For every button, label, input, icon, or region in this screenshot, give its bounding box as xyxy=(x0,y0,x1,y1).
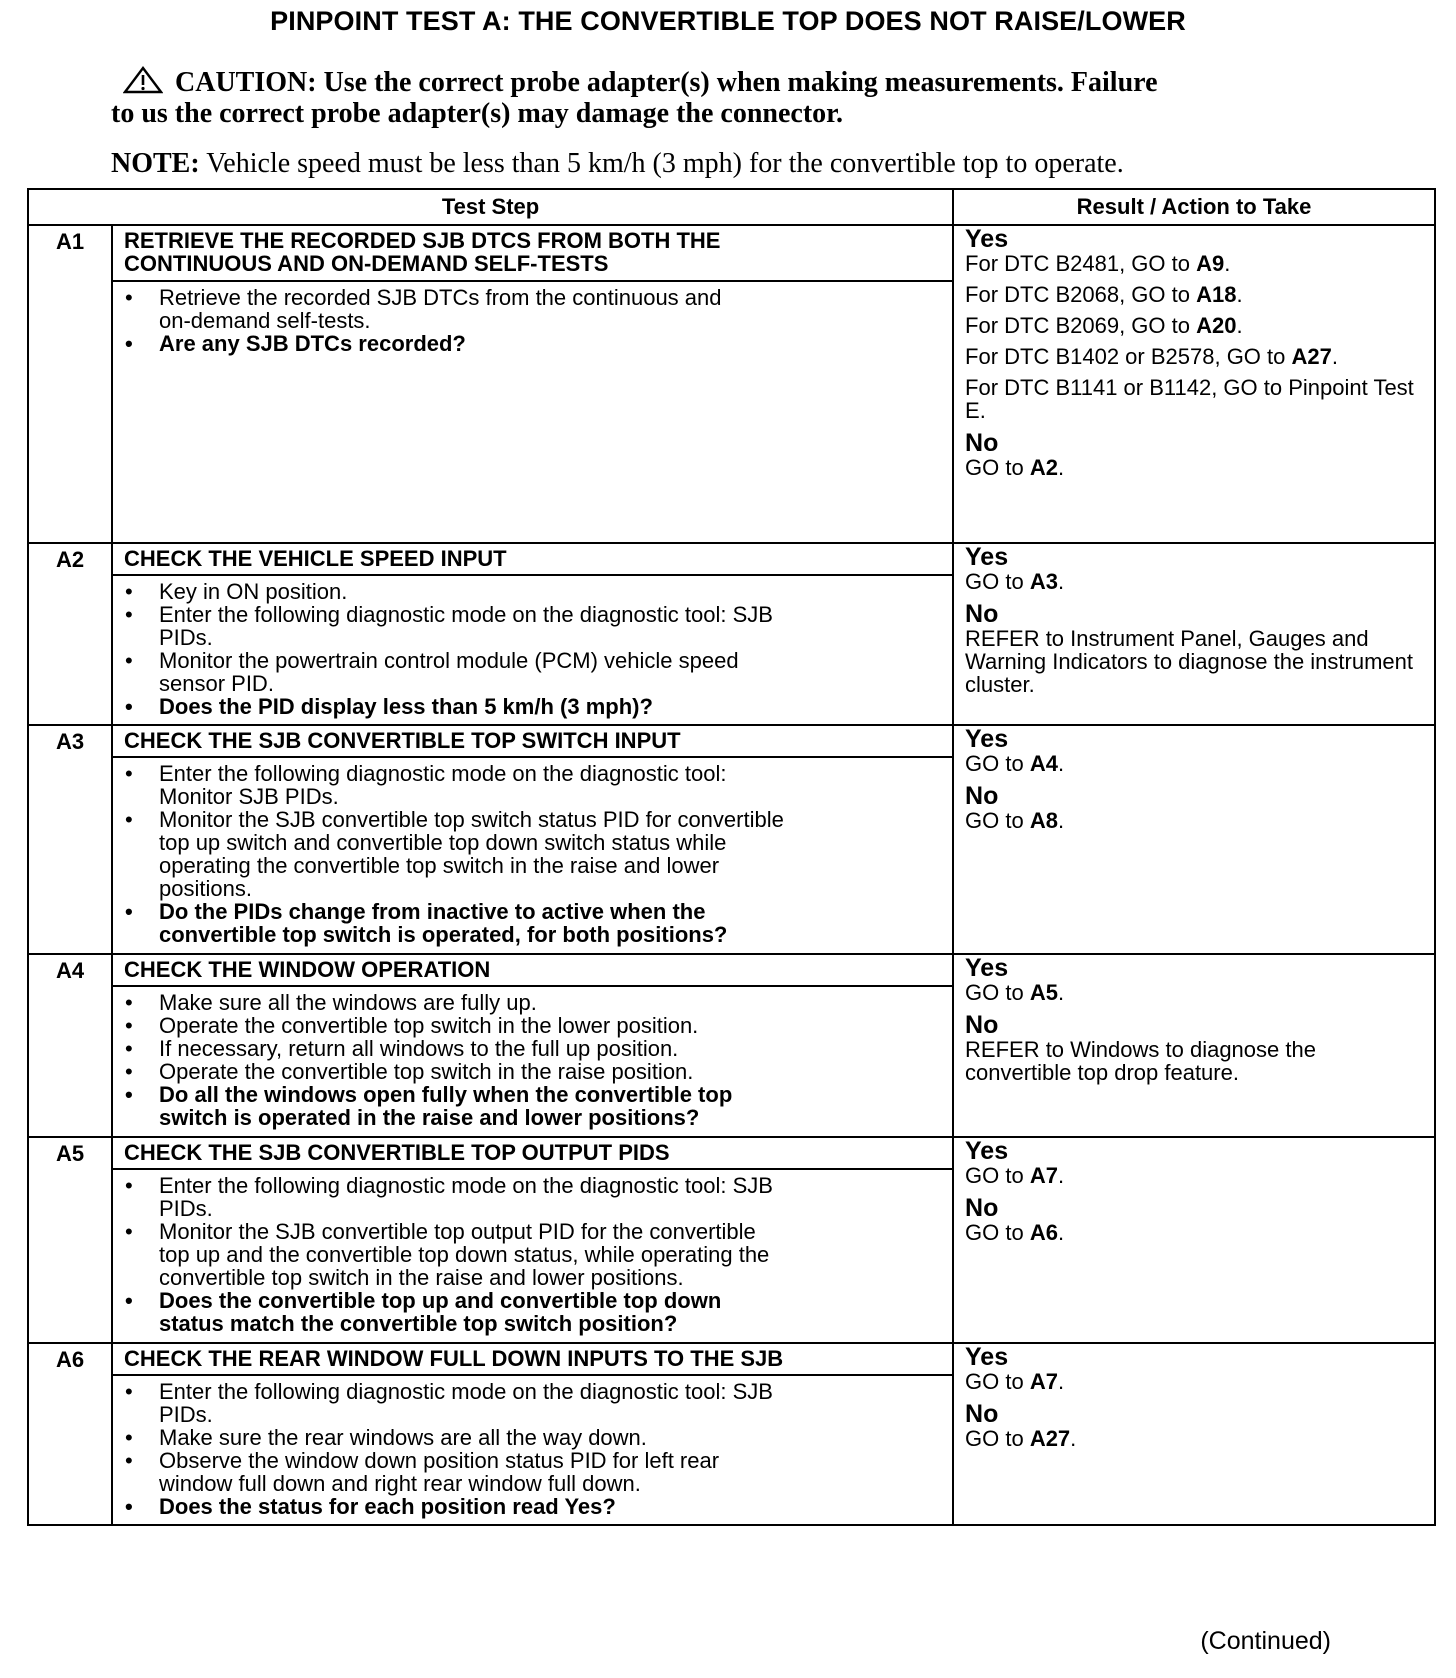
instruction-line: • Do all the windows open fully when the convertible top xyxy=(159,1082,733,1107)
instruction-item xyxy=(113,580,942,603)
instruction-line: switch is operated in the raise and lower positions? xyxy=(159,1105,700,1130)
step-result xyxy=(953,1343,1435,1525)
step-id: A4 xyxy=(28,954,112,986)
instruction-line: top up switch and convertible top down switch status while xyxy=(159,830,727,855)
instruction-line: • Operate the convertible top switch in the lower position. xyxy=(159,1013,699,1038)
step-title xyxy=(112,225,953,281)
result-action-end: . xyxy=(1057,1163,1065,1188)
result-action-text: GO to xyxy=(965,808,1030,833)
result-action xyxy=(965,1370,1426,1393)
result-action xyxy=(965,1038,1426,1084)
instruction-item xyxy=(113,991,942,1014)
instruction-line: • Do the PIDs change from inactive to active when the xyxy=(159,899,706,924)
result-answer-label: No xyxy=(965,782,999,810)
result-answer-label: No xyxy=(965,429,999,457)
instruction-item xyxy=(113,1174,942,1220)
result-action xyxy=(965,456,1426,479)
step-title-line: CHECK THE WINDOW OPERATION xyxy=(124,957,491,982)
result-action xyxy=(965,1221,1426,1244)
step-instructions xyxy=(112,575,953,725)
step-question xyxy=(113,1289,942,1335)
result-action xyxy=(965,314,1426,337)
result-action xyxy=(965,752,1426,775)
step-id: A6 xyxy=(28,1343,112,1375)
result-step-ref: A8 xyxy=(1029,808,1058,833)
result-action-text: For DTC B1141 or B1142, GO to Pinpoint Test E. xyxy=(965,375,1414,423)
instruction-line: • Does the PID display less than 5 km/h (3 mph)? xyxy=(159,694,653,719)
result-action xyxy=(965,809,1426,832)
pinpoint-test-table xyxy=(27,188,1436,1526)
instruction-item xyxy=(113,762,942,808)
instruction-line: • Are any SJB DTCs recorded? xyxy=(159,331,466,356)
instruction-line: • Monitor the SJB convertible top output PID for the convertible xyxy=(159,1219,756,1244)
result-step-ref: A18 xyxy=(1196,282,1237,307)
result-action-text: REFER to Instrument Panel, Gauges and Warning Indicators to diagnose the instrument cluster. xyxy=(965,626,1413,697)
result-step-ref: A4 xyxy=(1029,751,1058,776)
note-label: NOTE: xyxy=(111,148,200,179)
result-action-text: For DTC B1402 or B2578, GO to xyxy=(965,344,1292,369)
result-step-ref: A3 xyxy=(1029,569,1058,594)
result-action-end: . xyxy=(1057,1369,1065,1394)
result-action-end: . xyxy=(1070,1426,1077,1451)
result-action-text: For DTC B2069, GO to xyxy=(965,313,1197,338)
step-id: A5 xyxy=(28,1137,112,1169)
result-action-end: . xyxy=(1236,282,1243,307)
result-step-ref: A20 xyxy=(1196,313,1237,338)
instruction-line: • Operate the convertible top switch in the raise position. xyxy=(159,1059,694,1084)
instruction-line: positions. xyxy=(159,876,252,901)
instruction-line: • Key in ON position. xyxy=(159,579,348,604)
continued-label: (Continued) xyxy=(1200,1627,1331,1655)
result-action xyxy=(965,252,1426,275)
result-step-ref: A2 xyxy=(1029,455,1058,480)
result-action xyxy=(965,1427,1426,1450)
step-title-line: CHECK THE SJB CONVERTIBLE TOP SWITCH INPUT xyxy=(124,728,681,753)
instruction-line: • Observe the window down position status PID for left rear xyxy=(159,1448,720,1473)
instruction-line: • Make sure the rear windows are all the way down. xyxy=(159,1425,647,1450)
result-answer-label: Yes xyxy=(965,225,1009,253)
result-action-text: GO to xyxy=(965,1369,1030,1394)
instruction-list xyxy=(113,1380,942,1518)
table-body xyxy=(28,225,1435,1525)
step-instructions xyxy=(112,986,953,1137)
instruction-item xyxy=(113,1060,942,1083)
caution-text-2: to us the correct probe adapter(s) may damage the connector. xyxy=(111,98,844,129)
instruction-line: • Enter the following diagnostic mode on the diagnostic tool: xyxy=(159,761,727,786)
instruction-line: convertible top switch in the raise and lower positions. xyxy=(159,1265,684,1290)
warning-triangle-icon xyxy=(123,66,163,94)
instruction-line: • Monitor the powertrain control module (PCM) vehicle speed xyxy=(159,648,739,673)
instruction-item xyxy=(113,1380,942,1426)
instruction-item xyxy=(113,808,942,900)
result-action-text: GO to xyxy=(965,1220,1030,1245)
result-action xyxy=(965,283,1426,306)
step-id-spacer xyxy=(28,1375,112,1525)
instruction-item xyxy=(113,603,942,649)
step-title-row xyxy=(28,1137,1435,1169)
step-title-row xyxy=(28,225,1435,281)
step-instructions xyxy=(112,1169,953,1343)
instruction-list xyxy=(113,286,942,355)
result-step-ref: A5 xyxy=(1029,980,1058,1005)
instruction-line: • Retrieve the recorded SJB DTCs from the continuous and xyxy=(159,285,722,310)
result-action-text: GO to xyxy=(965,751,1030,776)
caution-text-1: Use the correct probe adapter(s) when making measurements. Failure xyxy=(323,67,1158,98)
step-question xyxy=(113,695,942,718)
step-title-row xyxy=(28,543,1435,575)
instruction-line: • Enter the following diagnostic mode on the diagnostic tool: SJB xyxy=(159,602,773,627)
step-title xyxy=(112,1343,953,1375)
result-answer-label: No xyxy=(965,600,999,628)
step-result xyxy=(953,725,1435,954)
instruction-line: Monitor SJB PIDs. xyxy=(159,784,339,809)
result-action-end: . xyxy=(1057,455,1065,480)
instruction-line: • Does the status for each position read Yes? xyxy=(159,1494,616,1519)
step-title xyxy=(112,725,953,757)
step-title xyxy=(112,954,953,986)
instruction-line: • Enter the following diagnostic mode on the diagnostic tool: SJB xyxy=(159,1173,773,1198)
result-action-end: . xyxy=(1057,569,1065,594)
result-answer-label: Yes xyxy=(965,954,1009,982)
page-title: PINPOINT TEST A: THE CONVERTIBLE TOP DOES NOT RAISE/LOWER xyxy=(270,6,1186,36)
result-answer-label: Yes xyxy=(965,725,1009,753)
note-block xyxy=(111,148,1124,180)
note-text: Vehicle speed must be less than 5 km/h (3 mph) for the convertible top to operate. xyxy=(206,148,1124,179)
result-action xyxy=(965,570,1426,593)
instruction-line: status match the convertible top switch position? xyxy=(159,1311,678,1336)
result-answer-label: Yes xyxy=(965,1137,1009,1165)
instruction-item xyxy=(113,1220,942,1289)
instruction-line: convertible top switch is operated, for both positions? xyxy=(159,922,728,947)
result-action xyxy=(965,345,1426,368)
instruction-line: sensor PID. xyxy=(159,671,274,696)
step-title-line: RETRIEVE THE RECORDED SJB DTCS FROM BOTH THE xyxy=(124,228,721,253)
caution-line-1 xyxy=(111,66,1341,98)
step-title-line: CHECK THE SJB CONVERTIBLE TOP OUTPUT PIDS xyxy=(124,1140,670,1165)
instruction-item xyxy=(113,1014,942,1037)
step-instructions xyxy=(112,757,953,954)
instruction-line: • If necessary, return all windows to the full up position. xyxy=(159,1036,679,1061)
instruction-line: PIDs. xyxy=(159,1196,213,1221)
step-id-spacer xyxy=(28,575,112,725)
instruction-line: top up and the convertible top down status, while operating the xyxy=(159,1242,770,1267)
result-action-end: . xyxy=(1057,751,1065,776)
instruction-line: • Does the convertible top up and convertible top down xyxy=(159,1288,722,1313)
result-action xyxy=(965,376,1426,422)
step-title-line: CHECK THE REAR WINDOW FULL DOWN INPUTS TO THE SJB xyxy=(124,1346,784,1371)
step-instructions xyxy=(112,1375,953,1525)
result-step-ref: A6 xyxy=(1029,1220,1058,1245)
result-action-end: . xyxy=(1057,1220,1065,1245)
result-action-end: . xyxy=(1331,344,1338,369)
step-id-spacer xyxy=(28,281,112,543)
result-action-end: . xyxy=(1224,251,1231,276)
step-title-row xyxy=(28,1343,1435,1375)
instruction-list xyxy=(113,580,942,718)
step-id: A2 xyxy=(28,543,112,575)
result-action-text: GO to xyxy=(965,455,1030,480)
result-action-end: . xyxy=(1057,808,1065,833)
step-question xyxy=(113,1495,942,1518)
result-answer-label: Yes xyxy=(965,543,1009,571)
step-title xyxy=(112,1137,953,1169)
caution-block xyxy=(111,66,1341,129)
result-answer-label: No xyxy=(965,1400,999,1428)
step-question xyxy=(113,1083,942,1129)
result-step-ref: A9 xyxy=(1196,251,1225,276)
step-id-spacer xyxy=(28,986,112,1137)
step-id-spacer xyxy=(28,1169,112,1343)
instruction-item xyxy=(113,286,942,332)
header-test-step: Test Step xyxy=(28,189,953,225)
instruction-line: • Monitor the SJB convertible top switch status PID for convertible xyxy=(159,807,784,832)
result-action xyxy=(965,981,1426,1004)
step-title-line: CHECK THE VEHICLE SPEED INPUT xyxy=(124,546,507,571)
caution-label: CAUTION: xyxy=(175,67,317,98)
instruction-list xyxy=(113,1174,942,1335)
instruction-line: window full down and right rear window full down. xyxy=(159,1471,641,1496)
result-step-ref: A7 xyxy=(1029,1163,1058,1188)
result-action-text: For DTC B2068, GO to xyxy=(965,282,1197,307)
result-step-ref: A27 xyxy=(1291,344,1332,369)
step-result xyxy=(953,954,1435,1137)
header-result: Result / Action to Take xyxy=(953,189,1435,225)
step-result xyxy=(953,1137,1435,1343)
instruction-line: • Make sure all the windows are fully up. xyxy=(159,990,537,1015)
step-id: A1 xyxy=(28,225,112,281)
step-question xyxy=(113,900,942,946)
instruction-list xyxy=(113,991,942,1129)
instruction-line: operating the convertible top switch in the raise and lower xyxy=(159,853,720,878)
result-action-end: . xyxy=(1236,313,1243,338)
result-answer-label: No xyxy=(965,1194,999,1222)
step-id-spacer xyxy=(28,757,112,954)
result-action-end: . xyxy=(1057,980,1065,1005)
result-action-text: GO to xyxy=(965,1426,1030,1451)
step-title-line: CONTINUOUS AND ON-DEMAND SELF-TESTS xyxy=(124,251,609,276)
result-action-text: For DTC B2481, GO to xyxy=(965,251,1197,276)
result-step-ref: A27 xyxy=(1029,1426,1071,1451)
step-instructions xyxy=(112,281,953,543)
instruction-line: • Enter the following diagnostic mode on the diagnostic tool: SJB xyxy=(159,1379,773,1404)
step-question xyxy=(113,332,942,355)
result-action-text: GO to xyxy=(965,980,1030,1005)
result-action-text: REFER to Windows to diagnose the convertible top drop feature. xyxy=(965,1037,1316,1085)
result-step-ref: A7 xyxy=(1029,1369,1058,1394)
instruction-item xyxy=(113,1037,942,1060)
result-action xyxy=(965,1164,1426,1187)
result-answer-label: Yes xyxy=(965,1343,1009,1371)
table-header-row xyxy=(28,189,1435,225)
result-action-text: GO to xyxy=(965,1163,1030,1188)
result-action-text: GO to xyxy=(965,569,1030,594)
step-title-row xyxy=(28,954,1435,986)
instruction-item xyxy=(113,1426,942,1449)
instruction-line: on-demand self-tests. xyxy=(159,308,371,333)
step-title xyxy=(112,543,953,575)
instruction-list xyxy=(113,762,942,946)
step-title-row xyxy=(28,725,1435,757)
result-answer-label: No xyxy=(965,1011,999,1039)
result-action xyxy=(965,627,1426,696)
instruction-line: PIDs. xyxy=(159,1402,213,1427)
step-result xyxy=(953,225,1435,543)
instruction-item xyxy=(113,649,942,695)
step-id: A3 xyxy=(28,725,112,757)
step-result xyxy=(953,543,1435,725)
instruction-item xyxy=(113,1449,942,1495)
instruction-line: PIDs. xyxy=(159,625,213,650)
